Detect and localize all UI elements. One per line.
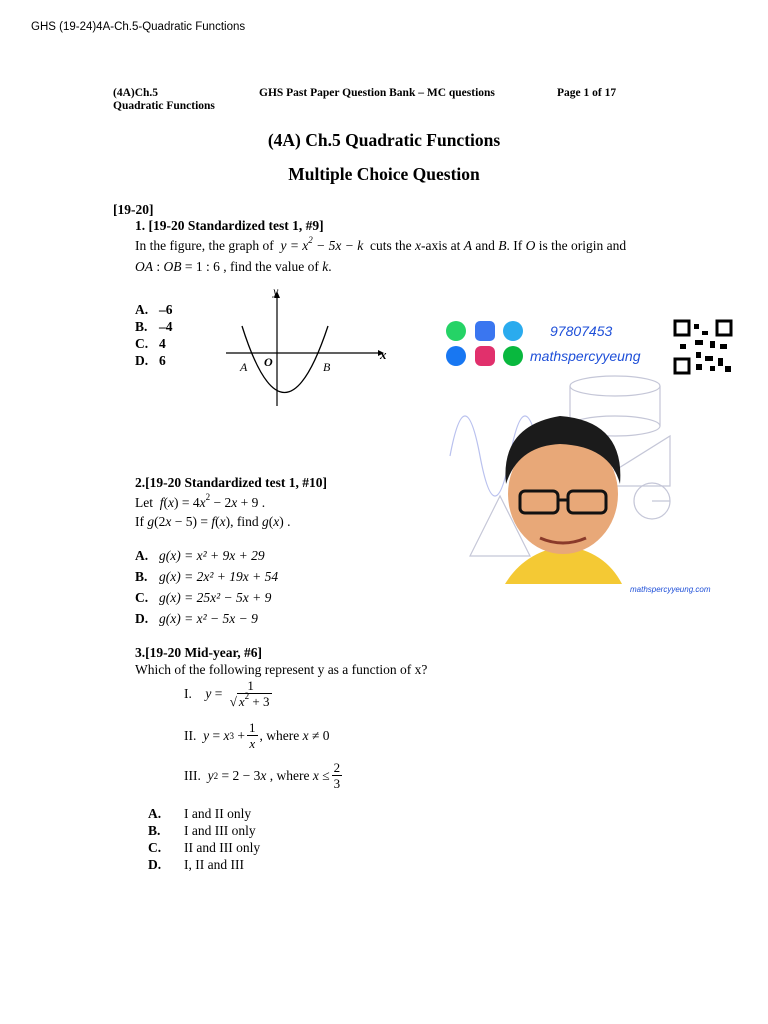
q1-graph-o-label: O bbox=[264, 355, 273, 369]
stamp-handle: mathspercyyeung bbox=[530, 348, 641, 364]
q1-options bbox=[135, 301, 173, 369]
q2-option-a[interactable]: A. g(x) = x² + 9x + 29 bbox=[135, 548, 265, 563]
q1-option-a[interactable]: A. –6 bbox=[135, 302, 173, 317]
q3-option-b[interactable]: B. I and III only bbox=[148, 823, 256, 838]
whatsapp-icon bbox=[446, 321, 466, 341]
q3-statement-3: III. y 2 = 2 − 3 x , where x ≤ $\frac{2}{3}$ bbox=[184, 760, 341, 791]
facebook-icon bbox=[446, 346, 466, 366]
header-left-line1: (4A)Ch.5 bbox=[113, 87, 159, 99]
q1-option-b[interactable]: B. –4 bbox=[135, 319, 173, 334]
wechat-icon bbox=[503, 346, 523, 366]
q1-graph-a-label: A bbox=[240, 360, 248, 374]
q3-statement-1: I. y = $\frac{1}{√ x^2 + 3}$ bbox=[184, 678, 270, 709]
signal-icon bbox=[475, 321, 495, 341]
q2-if-line: If g(2x − 5) = f(x), find g(x) . bbox=[135, 514, 291, 529]
q2-option-d[interactable]: D. g(x) = x² − 5x − 9 bbox=[135, 611, 258, 626]
q1-heading: 1. [19-20 Standardized test 1, #9] bbox=[135, 218, 324, 233]
q3-heading: 3.[19-20 Mid-year, #6] bbox=[135, 645, 262, 660]
q3-option-c[interactable]: C. II and III only bbox=[148, 840, 261, 855]
telegram-icon bbox=[503, 321, 523, 341]
q1-graph-y-label: y bbox=[273, 284, 279, 298]
q3-question: Which of the following represent y as a function of x? bbox=[135, 662, 428, 677]
header-center: GHS Past Paper Question Bank – MC questions bbox=[259, 87, 495, 99]
q3-options bbox=[148, 805, 260, 873]
header-left-line2: Quadratic Functions bbox=[113, 100, 215, 112]
page-title: (4A) Ch.5 Quadratic Functions bbox=[267, 130, 501, 150]
q1-text-line2: OA : OB = 1 : 6 , find the value of k. bbox=[135, 259, 332, 274]
q2-heading: 2.[19-20 Standardized test 1, #10] bbox=[135, 475, 327, 490]
section-label: [19-20] bbox=[113, 202, 154, 217]
stamp-website: mathspercyyeung.com bbox=[630, 585, 711, 594]
q3-option-a[interactable]: A. I and II only bbox=[148, 806, 252, 821]
q1-parabola-graph bbox=[220, 284, 395, 414]
q3-option-d[interactable]: D. I, II and III bbox=[148, 857, 244, 872]
q2-option-c[interactable]: C. g(x) = 25x² − 5x + 9 bbox=[135, 590, 272, 605]
page-subtitle: Multiple Choice Question bbox=[288, 164, 480, 184]
q1-option-d[interactable]: D. 6 bbox=[135, 353, 166, 368]
header-page-number: Page 1 of 17 bbox=[557, 87, 617, 99]
qr-code-icon bbox=[673, 319, 733, 375]
q2-options bbox=[135, 545, 278, 629]
cartoon-avatar-icon bbox=[505, 416, 622, 584]
q2-option-b[interactable]: B. g(x) = 2x² + 19x + 54 bbox=[135, 569, 279, 584]
q1-text-line1: In the figure, the graph of $y = x^2 - 5x - k$ cuts the x-axis at A and B. If O is the origin and bbox=[135, 235, 627, 253]
document-title: GHS (19-24)4A-Ch.5-Quadratic Functions bbox=[31, 21, 246, 33]
q1-graph-x-label: x bbox=[380, 347, 387, 362]
q3-statement-2: II. y = x 3 + $\frac{1}{x}$ , where x ≠ 0 bbox=[184, 720, 330, 751]
watermark-graphic bbox=[430, 316, 735, 601]
q1-option-c[interactable]: C. 4 bbox=[135, 336, 166, 351]
q2-let-line: Let $f(x) = 4x^2 - 2x + 9$ . bbox=[135, 492, 266, 510]
stamp-phone: 97807453 bbox=[550, 323, 613, 339]
q1-graph-b-label: B bbox=[323, 360, 331, 374]
tutor-watermark-stamp bbox=[430, 316, 735, 601]
instagram-icon bbox=[475, 346, 495, 366]
